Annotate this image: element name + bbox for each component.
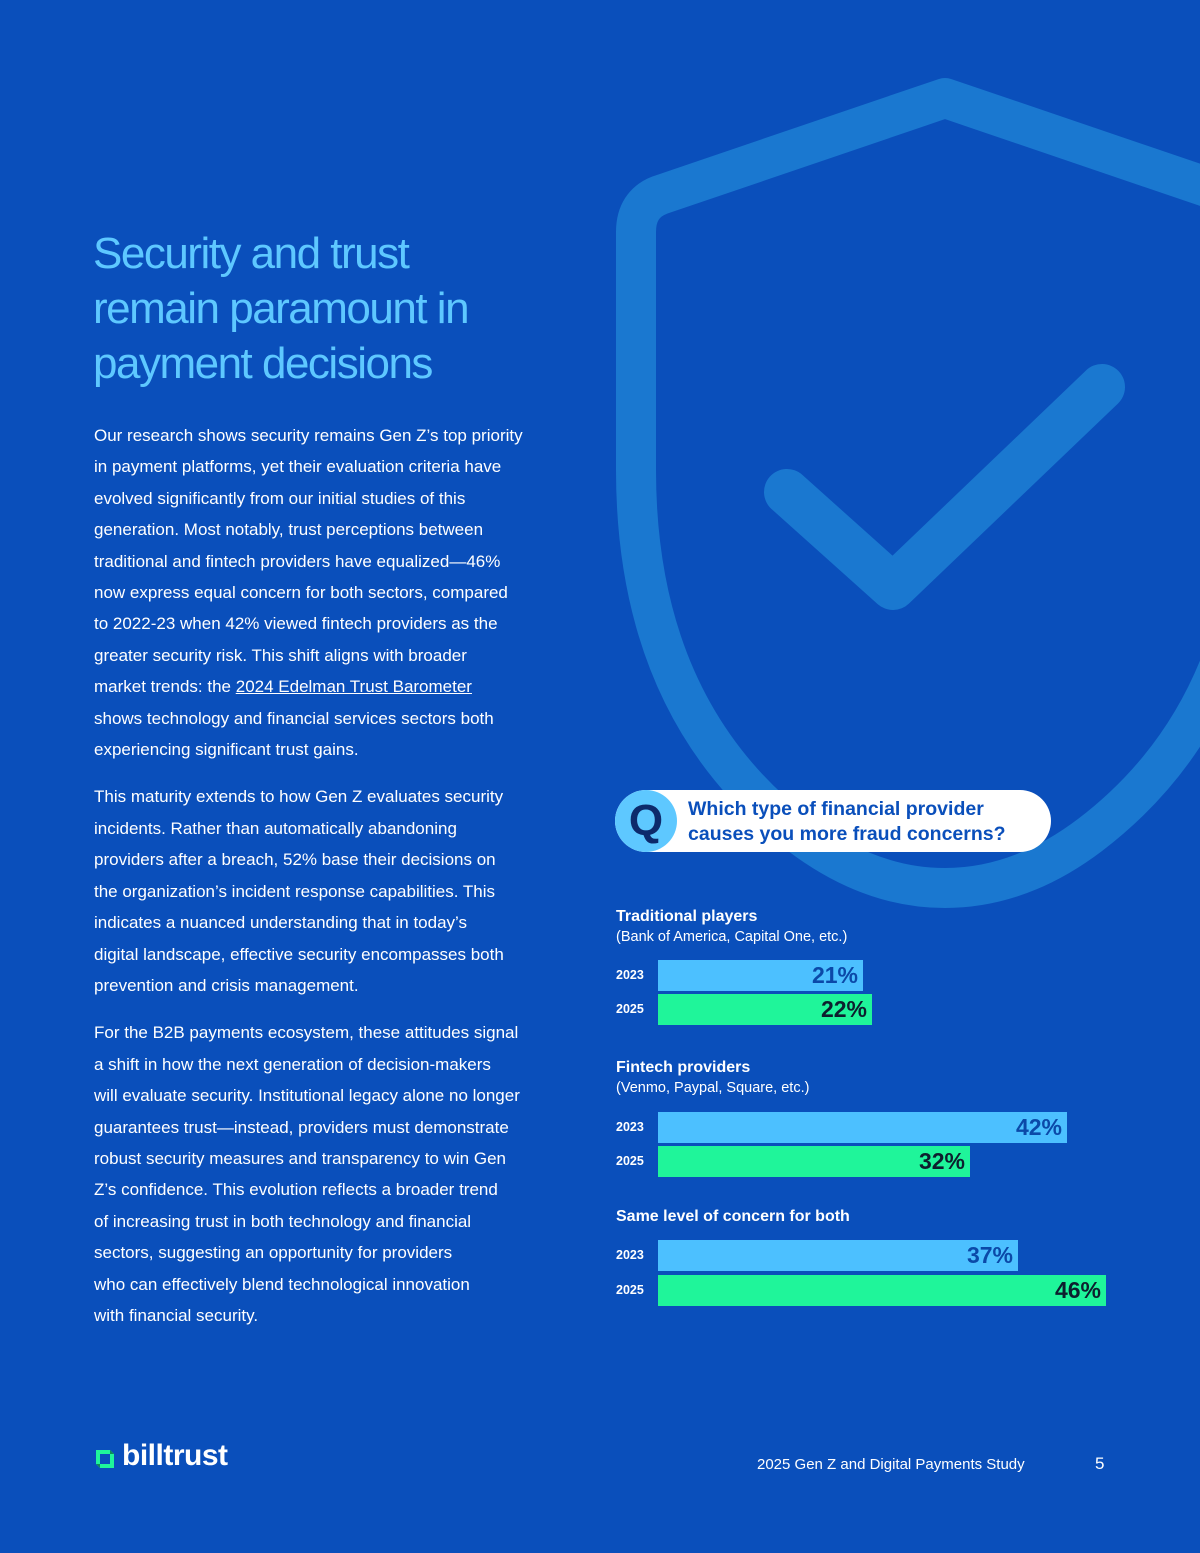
paragraph-1 bbox=[94, 420, 564, 765]
text-line: generation. Most notably, trust perceptions between bbox=[94, 520, 484, 540]
text-line bbox=[94, 671, 564, 702]
year-label: 2023 bbox=[616, 1120, 644, 1134]
text-line: indicates a nuanced understanding that in today’s bbox=[94, 913, 468, 933]
text-line: in payment platforms, yet their evaluation criteria have bbox=[94, 457, 502, 477]
question-callout bbox=[615, 790, 1051, 852]
text-line: prevention and crisis management. bbox=[94, 975, 359, 995]
text-line: digital landscape, effective security encompasses both bbox=[94, 944, 504, 964]
text-line: of increasing trust in both technology and financial bbox=[94, 1211, 472, 1231]
text-line: to 2022-23 when 42% viewed fintech providers as the bbox=[94, 614, 498, 634]
year-label: 2023 bbox=[616, 968, 644, 982]
shield-outline bbox=[636, 98, 1200, 888]
data-label: 21% bbox=[811, 962, 858, 988]
category-sublabel: (Bank of America, Capital One, etc.) bbox=[616, 929, 848, 945]
text-line: robust security measures and transparency to win Gen bbox=[94, 1148, 506, 1168]
year-label: 2025 bbox=[616, 1283, 644, 1297]
title-line: remain paramount in bbox=[93, 284, 469, 333]
text-line: incidents. Rather than automatically abandoning bbox=[94, 818, 457, 838]
text-line: traditional and fintech providers have equalized—46% bbox=[94, 551, 501, 571]
data-label: 46% bbox=[1054, 1277, 1101, 1303]
page-number: 5 bbox=[1095, 1454, 1105, 1473]
category-label: Traditional players bbox=[616, 908, 758, 925]
paragraph-2 bbox=[94, 781, 564, 1001]
category-label: Same level of concern for both bbox=[616, 1208, 850, 1225]
text-line: with financial security. bbox=[94, 1305, 259, 1325]
logo-text: billtrust bbox=[122, 1439, 228, 1472]
text-line: who can effectively blend technological innovation bbox=[94, 1274, 470, 1294]
paragraph-3 bbox=[94, 1017, 564, 1331]
text-line: shows technology and financial services sectors both bbox=[94, 708, 494, 728]
year-label: 2023 bbox=[616, 1248, 644, 1262]
body-text bbox=[94, 420, 564, 1347]
text-line: Our research shows security remains Gen Z’s top priority bbox=[94, 426, 523, 445]
category-label: Fintech providers bbox=[616, 1059, 751, 1076]
edelman-trust-barometer-link[interactable]: 2024 Edelman Trust Barometer bbox=[235, 677, 472, 697]
text-line: experiencing significant trust gains. bbox=[94, 740, 359, 760]
year-label: 2025 bbox=[616, 1154, 644, 1168]
text-line: evolved significantly from our initial studies of this bbox=[94, 488, 466, 508]
text-line: guarantees trust—instead, providers must demonstrate bbox=[94, 1117, 509, 1137]
title-line: payment decisions bbox=[93, 339, 432, 388]
text-line: a shift in how the next generation of decision-makers bbox=[94, 1054, 491, 1074]
title-line: Security and trust bbox=[93, 229, 409, 278]
page-title bbox=[93, 226, 613, 391]
checkmark bbox=[787, 387, 1102, 587]
year-label: 2025 bbox=[616, 1002, 644, 1016]
text-line: will evaluate security. Institutional legacy alone no longer bbox=[94, 1086, 520, 1106]
text-line: the organization’s incident response capabilities. This bbox=[94, 881, 496, 901]
data-label: 22% bbox=[820, 996, 867, 1022]
text-line: now express equal concern for both sectors, compared bbox=[94, 583, 508, 603]
text-line: This maturity extends to how Gen Z evaluates security bbox=[94, 787, 504, 807]
text-line: For the B2B payments ecosystem, these attitudes signal bbox=[94, 1023, 519, 1043]
data-label: 37% bbox=[966, 1242, 1013, 1268]
data-label: 42% bbox=[1015, 1114, 1062, 1140]
question-line: Which type of financial provider bbox=[688, 798, 984, 820]
data-label: 32% bbox=[918, 1148, 965, 1174]
text-line: Z’s confidence. This evolution reflects a broader trend bbox=[94, 1180, 498, 1200]
text-line: sectors, suggesting an opportunity for providers bbox=[94, 1243, 453, 1263]
question-text bbox=[688, 797, 1006, 847]
footer-study-title: 2025 Gen Z and Digital Payments Study bbox=[757, 1456, 1025, 1473]
billtrust-logo-icon bbox=[93, 1447, 117, 1471]
category-sublabel: (Venmo, Paypal, Square, etc.) bbox=[616, 1080, 810, 1096]
question-line: causes you more fraud concerns? bbox=[688, 823, 1006, 845]
text-segment: market trends: the bbox=[94, 677, 236, 697]
question-badge: Q bbox=[615, 790, 677, 852]
text-line: providers after a breach, 52% base their decisions on bbox=[94, 850, 496, 870]
text-line: greater security risk. This shift aligns with broader bbox=[94, 645, 467, 665]
